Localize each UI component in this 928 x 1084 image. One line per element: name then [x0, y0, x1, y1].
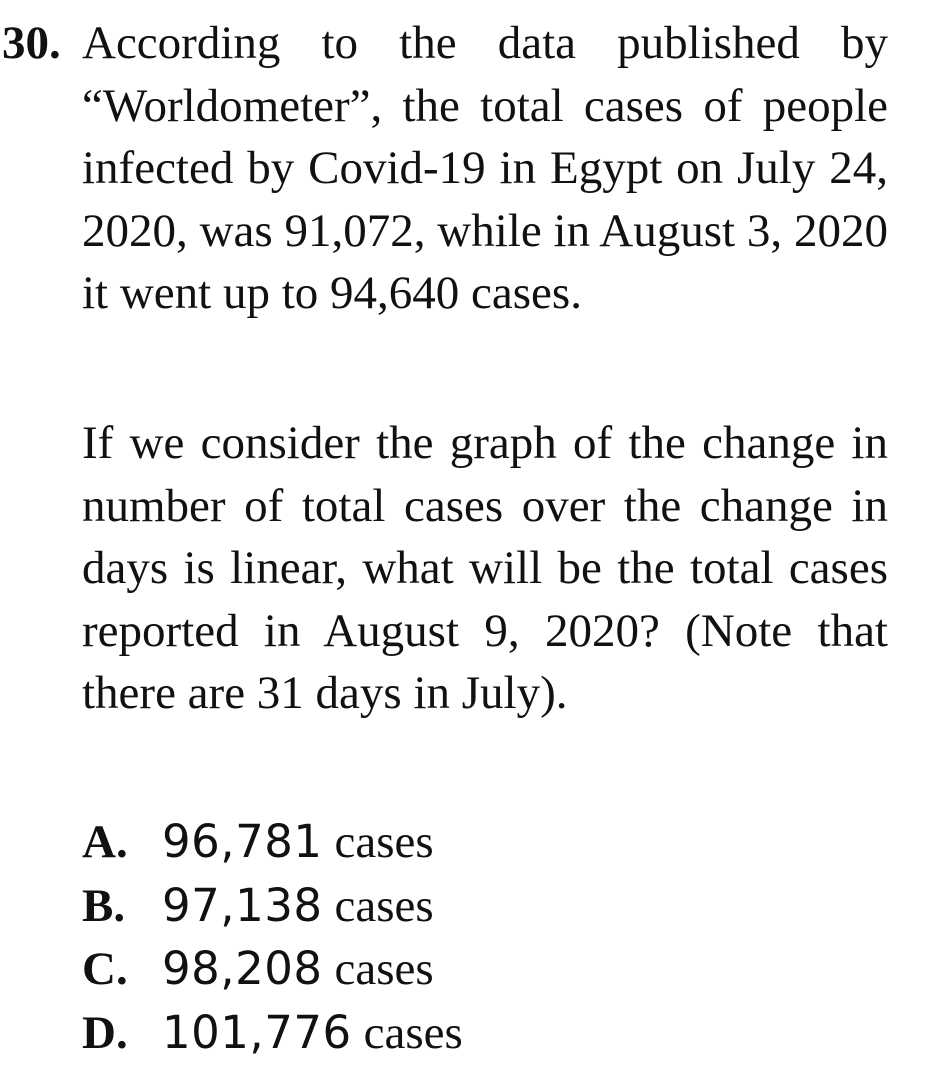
answer-options [82, 810, 463, 1064]
question-number: 30. [2, 17, 61, 69]
option-unit: cases [334, 879, 434, 932]
option-number: 98,208 [162, 942, 323, 995]
option-letter: A. [82, 816, 128, 868]
option-d[interactable] [82, 1001, 463, 1065]
option-number: 97,138 [162, 878, 323, 932]
option-c[interactable] [82, 937, 463, 1001]
question-paragraph-1: According to the data published by “Worldometer”, the total cases of people infected by Covid-19 in Egypt on July 24, 2020, was 91,072, while in August 3, 2020 it went up to 94,640 cases. [82, 17, 888, 319]
option-unit: cases [363, 1006, 463, 1059]
option-letter: D. [82, 1006, 128, 1059]
option-letter: C. [82, 943, 128, 995]
question-paragraph-2: If we consider the graph of the change in number of total cases over the change in days is linear, what will be the total cases reported in August 9, 2020? (Note that there are 31 days in July). [82, 417, 888, 719]
option-unit: cases [334, 816, 434, 868]
option-number: 96,781 [162, 815, 323, 868]
option-a[interactable] [82, 810, 463, 874]
option-letter: B. [82, 879, 126, 932]
option-number: 101,776 [162, 1005, 352, 1059]
option-b[interactable] [82, 874, 463, 938]
option-unit: cases [334, 943, 434, 995]
